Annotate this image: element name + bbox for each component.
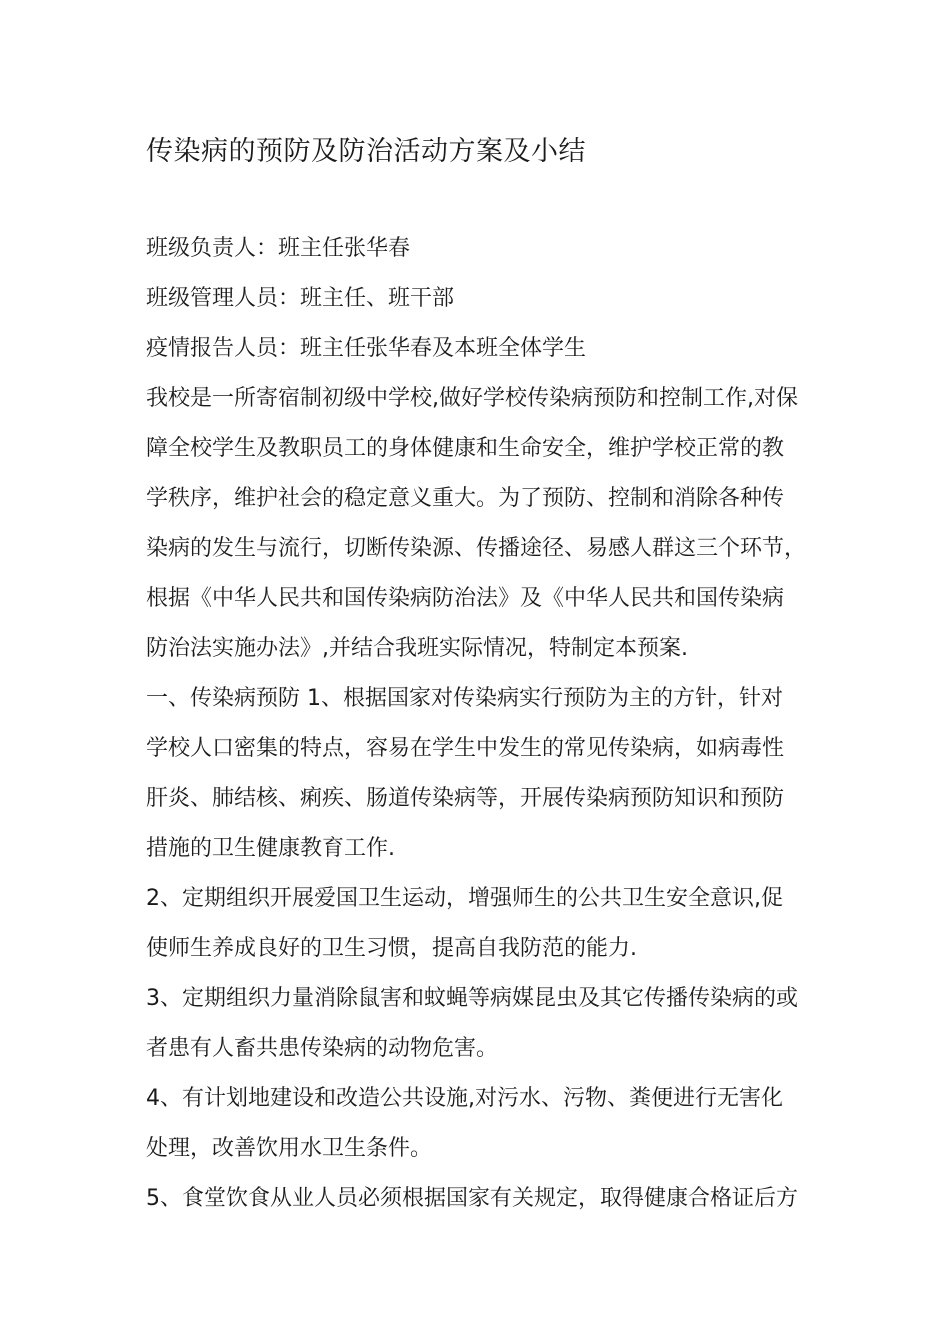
body-text-line: 肝炎、肺结核、痢疾、肠道传染病等，开展传染病预防知识和预防: [146, 786, 785, 811]
body-text-line: 4、有计划地建设和改造公共设施,对污水、污物、粪便进行无害化: [146, 1086, 783, 1111]
body-text-line: 学秩序，维护社会的稳定意义重大。为了预防、控制和消除各种传: [146, 486, 785, 511]
body-text-line: 根据《中华人民共和国传染病防治法》及《中华人民共和国传染病: [146, 586, 785, 611]
body-text-line: 染病的发生与流行，切断传染源、传播途径、易感人群这三个环节，: [146, 536, 807, 561]
body-text-line: 2、定期组织开展爱国卫生运动，增强师生的公共卫生安全意识,促: [146, 886, 783, 911]
document-title: 传染病的预防及防治活动方案及小结: [146, 136, 586, 167]
body-text-line: 使师生养成良好的卫生习惯，提高自我防范的能力.: [146, 936, 637, 961]
body-text-line: 措施的卫生健康教育工作.: [146, 836, 395, 861]
epidemic-reporters-line: 疫情报告人员：班主任张华春及本班全体学生: [146, 336, 587, 361]
body-text-line: 我校是一所寄宿制初级中学校,做好学校传染病预防和控制工作,对保: [146, 386, 798, 411]
body-text-line: 防治法实施办法》,并结合我班实际情况，特制定本预案.: [146, 636, 688, 661]
body-text-line: 3、定期组织力量消除鼠害和蚊蝇等病媒昆虫及其它传播传染病的或: [146, 986, 798, 1011]
class-leader-line: 班级负责人：班主任张华春: [146, 236, 411, 261]
body-text-line: 一、传染病预防 1、根据国家对传染病实行预防为主的方针，针对: [146, 686, 783, 711]
body-text-line: 处理，改善饮用水卫生条件。: [146, 1136, 433, 1161]
body-text-line: 者患有人畜共患传染病的动物危害。: [146, 1036, 499, 1061]
body-text-line: 5、食堂饮食从业人员必须根据国家有关规定，取得健康合格证后方: [146, 1186, 798, 1211]
body-text-line: 学校人口密集的特点，容易在学生中发生的常见传染病，如病毒性: [146, 736, 785, 761]
body-text-line: 障全校学生及教职员工的身体健康和生命安全，维护学校正常的教: [146, 436, 785, 461]
class-managers-line: 班级管理人员：班主任、班干部: [146, 286, 455, 311]
